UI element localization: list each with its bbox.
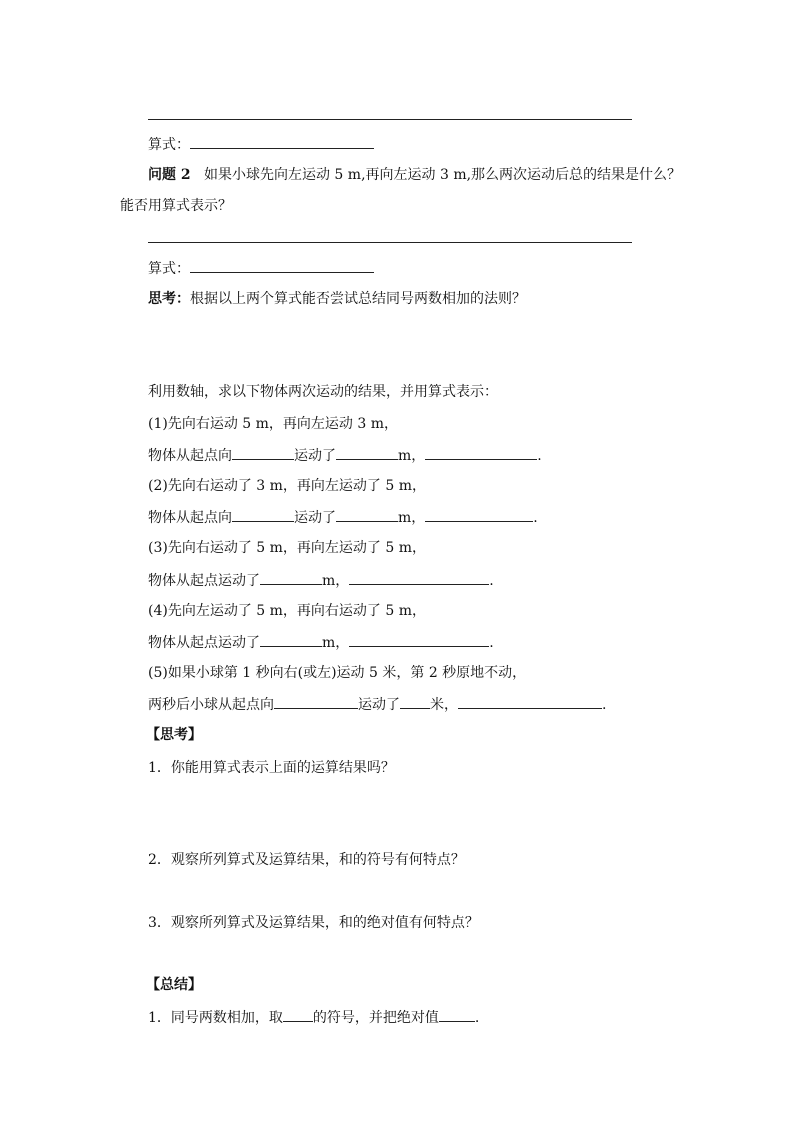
- think-line: [148, 289, 526, 309]
- item-3-line-a: [148, 538, 426, 558]
- period: .: [489, 635, 494, 651]
- item-2-line-a: [148, 476, 426, 496]
- item-2-line-b: [148, 507, 538, 528]
- formula-blank[interactable]: [349, 632, 489, 647]
- zongjie-item-1-prefix: 1．同号两数相加，取: [148, 1010, 283, 1026]
- formula-label: 算式：: [148, 261, 190, 277]
- question-2-text-b: 能否用算式表示？: [120, 198, 232, 214]
- item-5-text: (5)如果小球第 1 秒向右(或左)运动 5 米，第 2 秒原地不动，: [148, 665, 527, 681]
- direction-blank[interactable]: [232, 445, 294, 460]
- sikao-item-2: [148, 850, 465, 870]
- item-1-line-a: [148, 414, 398, 434]
- direction-blank[interactable]: [232, 507, 294, 522]
- question-2-line-a: [148, 165, 681, 185]
- item-5-line-a: [148, 663, 526, 683]
- question-2-label: 问题 2: [148, 167, 191, 183]
- item-4-line-b: [148, 632, 494, 653]
- distance-blank[interactable]: [400, 694, 430, 709]
- direction-blank[interactable]: [274, 694, 358, 709]
- sikao-item-3-text: 3．观察所列算式及运算结果，和的绝对值有何特点？: [148, 915, 479, 931]
- item-3-prefix: 物体从起点运动了: [148, 573, 260, 589]
- item-4-line-a: [148, 601, 426, 621]
- answer-rule-1: [148, 119, 632, 120]
- formula-line-2: [148, 258, 374, 279]
- sikao-item-3: [148, 913, 479, 933]
- sikao-item-1: [148, 758, 395, 778]
- period: .: [489, 573, 494, 589]
- item-3-text: (3)先向右运动了 5 m，再向左运动了 5 m，: [148, 540, 426, 556]
- item-2-prefix: 物体从起点向: [148, 510, 232, 526]
- period: .: [474, 1010, 480, 1026]
- intro-text: 利用数轴，求以下物体两次运动的结果，并用算式表示：: [148, 384, 498, 400]
- item-2-unit: m，: [398, 510, 426, 526]
- item-3-line-b: [148, 570, 494, 591]
- sikao-heading: [146, 725, 202, 745]
- item-5-unit: 米，: [430, 697, 458, 713]
- item-1-line-b: [148, 445, 542, 466]
- think-label: 思考：: [148, 291, 190, 307]
- item-5-line-b: [148, 694, 606, 715]
- item-1-unit: m，: [398, 448, 426, 464]
- item-2-text: (2)先向右运动了 3 m，再向左运动了 5 m，: [148, 478, 426, 494]
- item-4-unit: m，: [322, 635, 350, 651]
- formula-blank[interactable]: [458, 694, 602, 709]
- sikao-item-1-text: 1．你能用算式表示上面的运算结果吗？: [148, 760, 395, 776]
- item-1-text: (1)先向右运动 5 m，再向左运动 3 m，: [148, 416, 398, 432]
- distance-blank[interactable]: [260, 570, 322, 585]
- distance-blank[interactable]: [260, 632, 322, 647]
- formula-blank[interactable]: [425, 507, 533, 522]
- zongjie-item-1: [148, 1007, 479, 1028]
- intro-line: [148, 382, 498, 402]
- zongjie-heading-text: 【总结】: [146, 977, 202, 993]
- formula-blank[interactable]: [425, 445, 537, 460]
- formula-blank[interactable]: [190, 258, 374, 273]
- zongjie-heading: [146, 975, 202, 995]
- period: .: [537, 448, 542, 464]
- item-5-prefix: 两秒后小球从起点向: [148, 697, 274, 713]
- formula-label: 算式：: [148, 137, 190, 153]
- item-1-prefix: 物体从起点向: [148, 448, 232, 464]
- question-2-text: 如果小球先向左运动 5 m,再向左运动 3 m,那么两次运动后总的结果是什么？: [203, 167, 682, 183]
- period: .: [602, 697, 607, 713]
- item-2-moved: 运动了: [294, 510, 336, 526]
- absolute-value-blank[interactable]: [439, 1007, 475, 1022]
- formula-blank[interactable]: [349, 570, 489, 585]
- item-4-prefix: 物体从起点运动了: [148, 635, 260, 651]
- distance-blank[interactable]: [336, 507, 398, 522]
- item-4-text: (4)先向左运动了 5 m，再向右运动了 5 m，: [148, 603, 426, 619]
- distance-blank[interactable]: [336, 445, 398, 460]
- question-2-line-b: [120, 196, 232, 216]
- formula-blank[interactable]: [190, 134, 374, 149]
- sign-blank[interactable]: [283, 1007, 313, 1022]
- formula-line-1: [148, 134, 374, 155]
- item-3-unit: m，: [322, 573, 350, 589]
- zongjie-item-1-middle: 的符号，并把绝对值: [312, 1010, 439, 1026]
- think-text: 根据以上两个算式能否尝试总结同号两数相加的法则？: [190, 291, 526, 307]
- item-5-moved: 运动了: [358, 697, 400, 713]
- period: .: [533, 510, 538, 526]
- sikao-item-2-text: 2．观察所列算式及运算结果，和的符号有何特点？: [148, 852, 465, 868]
- sikao-heading-text: 【思考】: [146, 727, 202, 743]
- answer-rule-2: [148, 242, 632, 243]
- item-1-moved: 运动了: [294, 448, 336, 464]
